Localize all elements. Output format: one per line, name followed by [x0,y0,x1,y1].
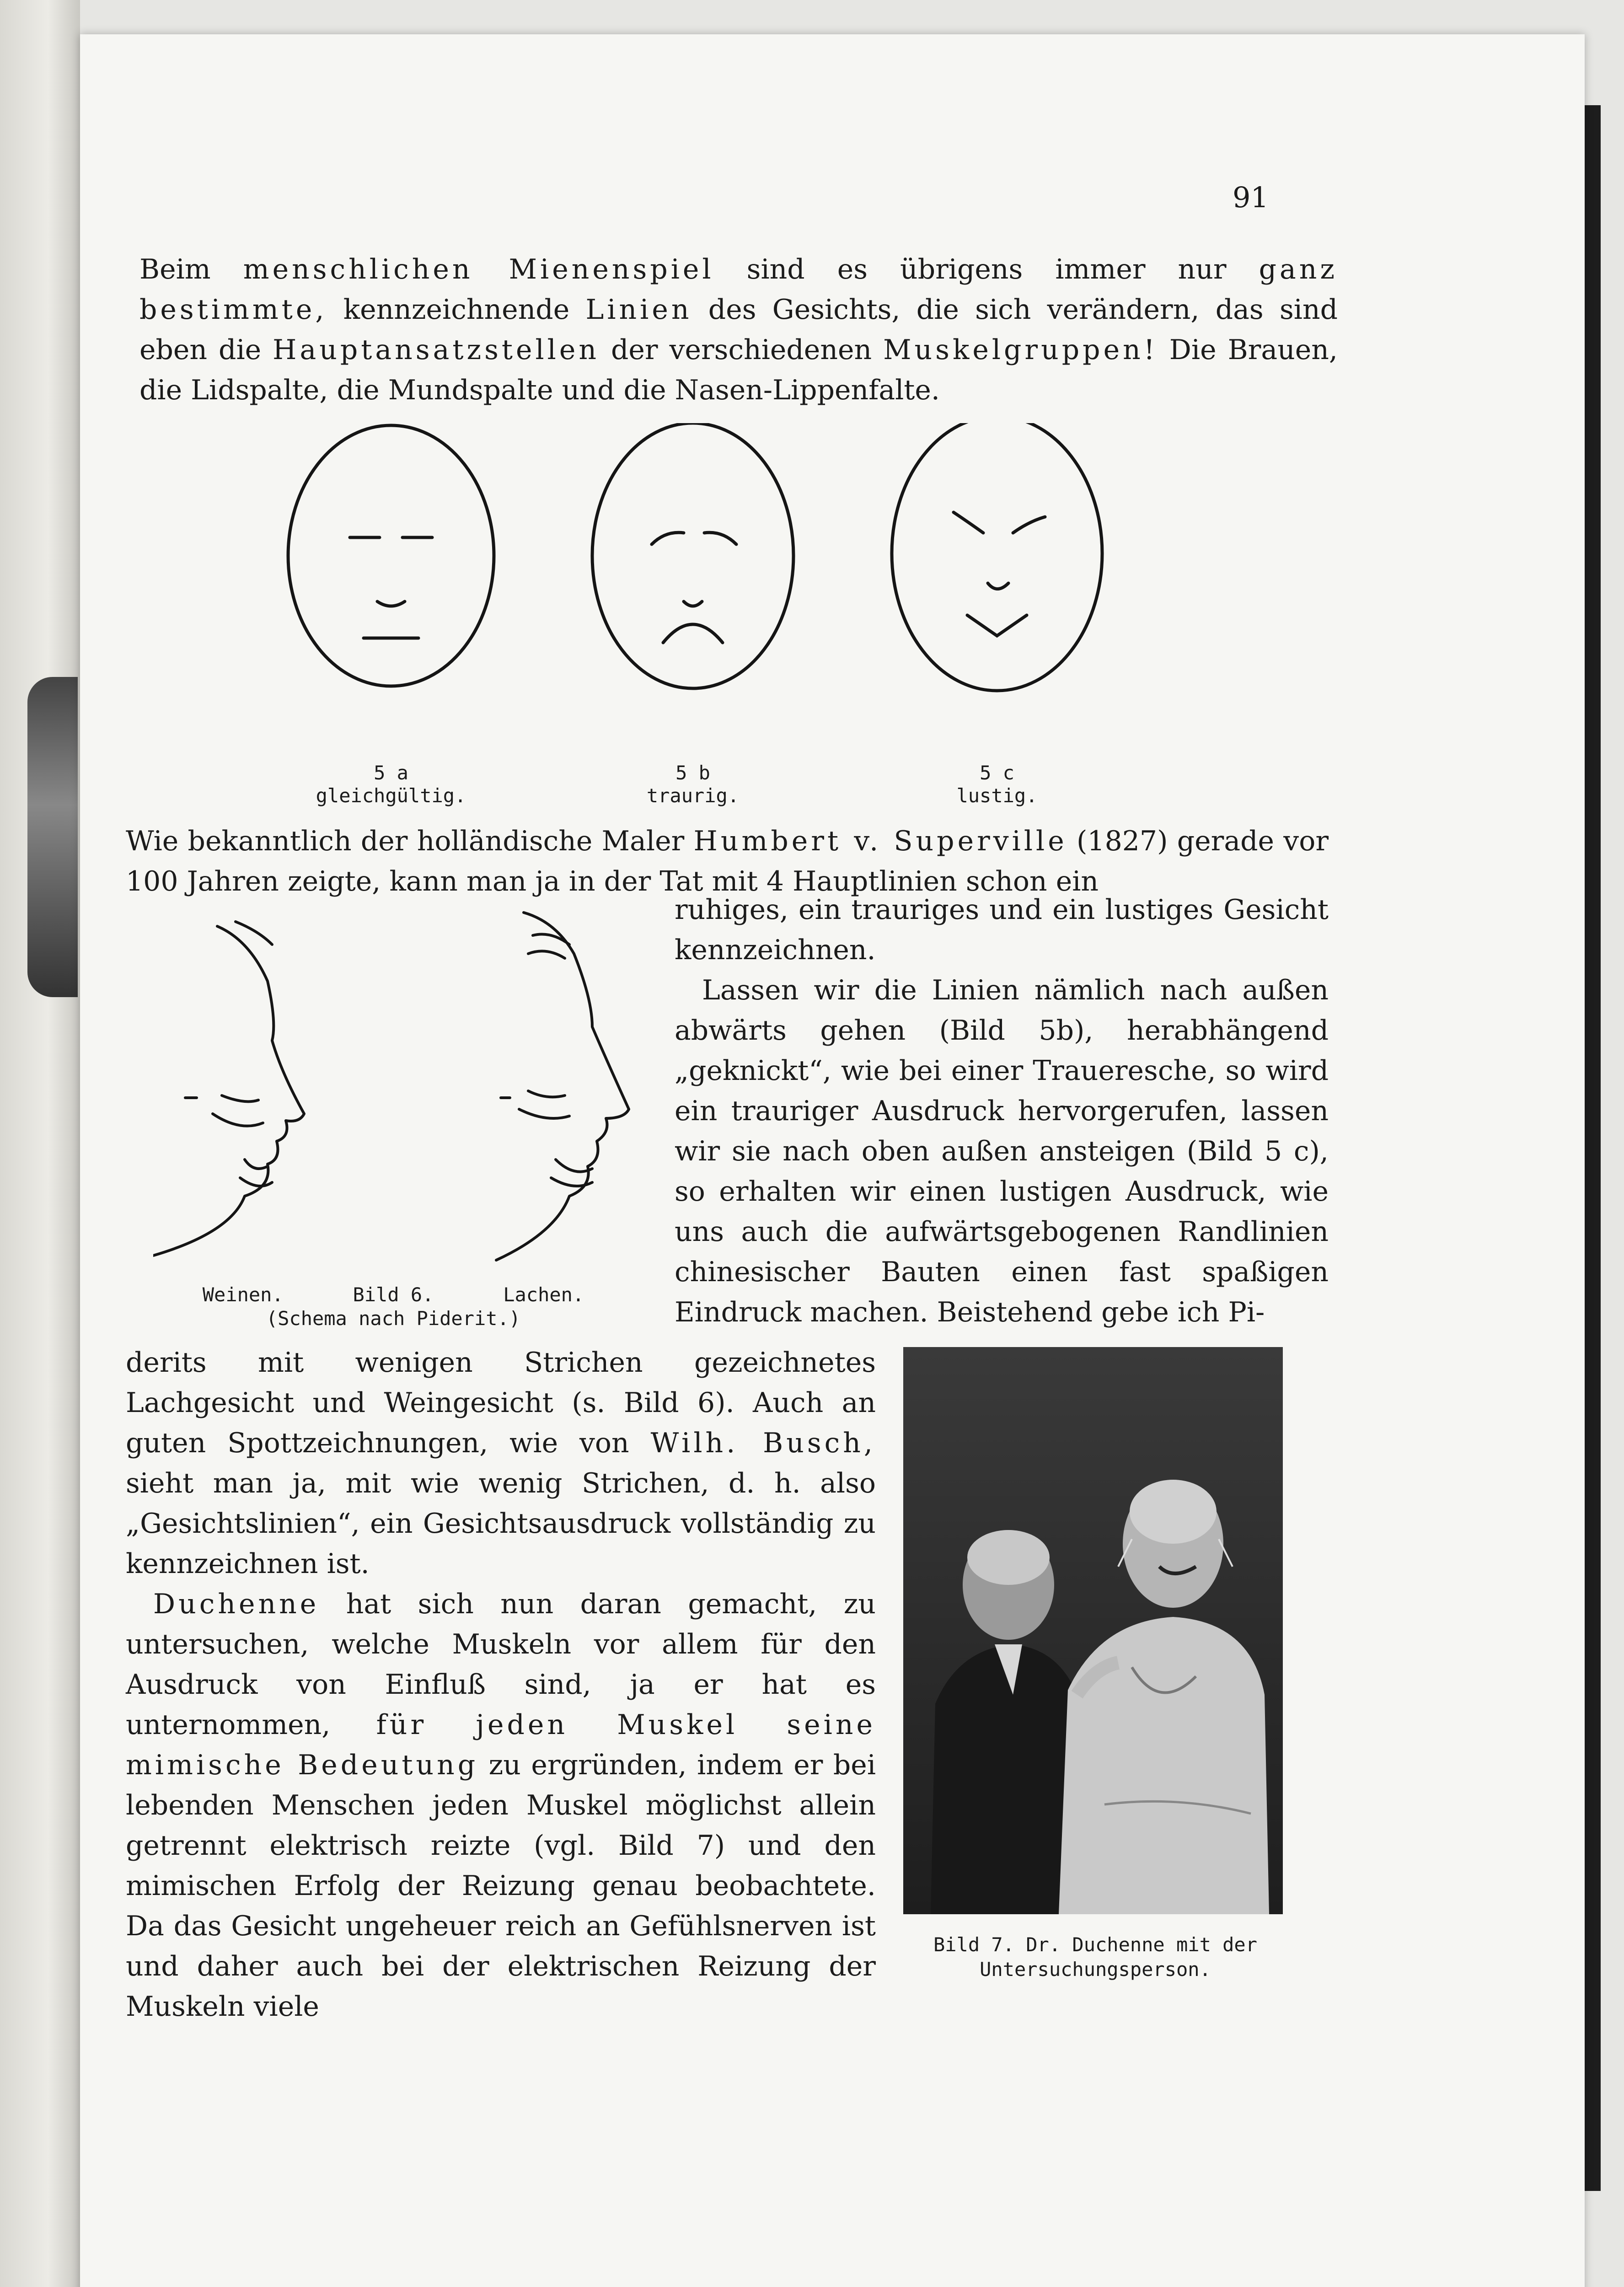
face-5b [592,423,793,688]
face-5c [892,423,1102,691]
caption-5a: 5 a gleichgültig. [316,762,466,807]
profile-crying [153,922,304,1256]
photograph-figures [903,1347,1283,1914]
duchenne-photograph [903,1347,1283,1914]
profiles-caption: Weinen. Bild 6. Lachen. (Schema nach Piderit.) [202,1283,584,1330]
right-column-text: ruhiges, ein trauriges und ein lustiges Gesicht kennzeichnen. Lassen wir die Linien nämlich nach außen abwärts gehen (Bild 5b), herabhängend „geknickt“, wie bei einer Traueresche, so wird ein trauriger Ausdruck hervorgerufen, lassen wir sie nach oben außen ansteigen (Bild 5 c), so erhalten wir einen lustigen Ausdruck, wie uns auch die aufwärtsgebogenen Randlinien chinesischer Bauten einen fast spaßigen Eindruck machen. Beistehend gebe ich Pi- [675,894,1329,1328]
superville-paragraph: Wie bekanntlich der holländische Maler Humbert v. Superville (1827) gerade vor 100 Jahren zeigte, kann man ja in der Tat mit 4 Hauptlinien schon ein [126,825,1329,897]
page-number: 91 [1233,181,1269,214]
face-5a [288,425,494,686]
profile-drawings [153,903,693,1315]
previous-page-edge [0,0,80,2287]
photograph-caption: Bild 7. Dr. Duchenne mit der Untersuchungsperson. [933,1933,1257,1981]
schematic-faces [277,423,1237,752]
caption-5c: 5 c lustig. [956,762,1038,807]
left-column-text: derits mit wenigen Strichen gezeichnetes Lachgesicht und Weingesicht (s. Bild 6). Auch an guten Spottzeichnungen, wie von Wilh. Busch, sieht man ja, mit wie wenig Strichen, d. h. also „Gesichtslinien“, ein Gesichtsausdruck vollständig zu kennzeichnen ist. Duchenne hat sich nun daran gemacht, zu untersuchen, welche Muskeln vor allem für den Ausdruck von Einfluß sind, ja er hat es unternommen, für jeden Muskel seine mimische Bedeutung zu ergründen, indem er bei lebenden Menschen jeden Muskel möglichst allein getrennt elektrisch reizte (vgl. Bild 7) und den mimischen Erfolg der Reizung genau beobachtete. Da das Gesicht ungeheuer reich an Gefühlsnerven ist und daher auch bei der elektrischen Reizung der Muskeln viele [126,1347,876,2023]
caption-5b: 5 b traurig. [646,762,740,807]
intro-paragraph: Beim menschlichen Mienenspiel sind es übrigens immer nur ganz bestimmte, kennzeichnende Linien des Gesichts, die sich verändern, das sind eben die Hauptansatzstellen der verschiedenen Muskelgruppen! Die Brauen, die Lidspalte, die Mundspalte und die Nasen-Lippenfalte. [139,253,1338,406]
profile-laughing [496,913,629,1260]
previous-page-photo [27,677,78,997]
book-page [80,34,1585,2287]
